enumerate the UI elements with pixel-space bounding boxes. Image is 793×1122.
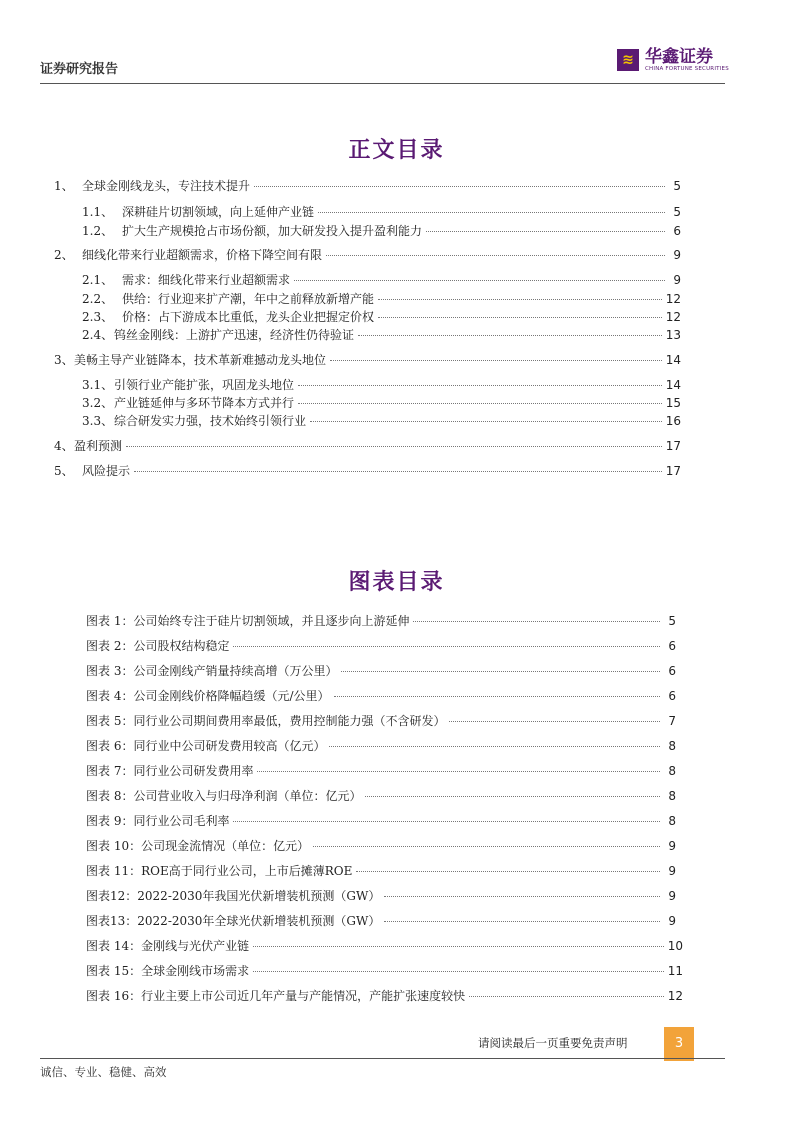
toc-entry[interactable]: 4、 盈利预测 17 [54, 439, 681, 453]
figure-entry[interactable]: 图表 15： 全球金刚线市场需求 11 [86, 964, 683, 978]
footer-motto: 诚信、专业、稳健、高效 [40, 1065, 167, 1079]
toc-entry[interactable]: 3.3、 综合研发实力强，技术始终引领行业 16 [82, 414, 681, 428]
figure-entry[interactable]: 图表 3： 公司金刚线产销量持续高增（万公里） 6 [86, 664, 676, 678]
toc-entry[interactable]: 2.2、 供给：行业迎来扩产潮，年中之前释放新增产能 12 [82, 292, 681, 306]
figure-entry[interactable]: 图表 10： 公司现金流情况（单位：亿元） 9 [86, 839, 676, 853]
logo-en-text: CHINA FORTUNE SECURITIES [645, 66, 729, 72]
figure-entry[interactable]: 图表 4： 公司金刚线价格降幅趋缓（元/公里） 6 [86, 689, 676, 703]
toc-entry[interactable]: 3.1、 引领行业产能扩张，巩固龙头地位 14 [82, 378, 681, 392]
toc-entry[interactable]: 3、 美畅主导产业链降本，技术革新难撼动龙头地位 14 [54, 353, 681, 367]
page-number: 3 [664, 1027, 694, 1061]
figure-entry[interactable]: 图表 6： 同行业中公司研发费用较高（亿元） 8 [86, 739, 676, 753]
figure-entry[interactable]: 图表 2： 公司股权结构稳定 6 [86, 639, 676, 653]
figure-entry[interactable]: 图表 11： ROE高于同行业公司，上市后摊薄ROE 9 [86, 864, 676, 878]
report-type-label: 证券研究报告 [40, 62, 119, 77]
toc-entry[interactable]: 2、 细线化带来行业超额需求，价格下降空间有限 9 [54, 248, 681, 262]
toc-entry[interactable]: 2.4、 钨丝金刚线：上游扩产迅速，经济性仍待验证 13 [82, 328, 681, 342]
figures-title: 图表目录 [348, 569, 445, 595]
toc-entry[interactable]: 1.1、 深耕硅片切割领域，向上延伸产业链 5 [82, 205, 681, 219]
toc-entry[interactable]: 5、 风险提示 17 [54, 464, 681, 478]
footer-divider [40, 1058, 725, 1059]
toc-entry[interactable]: 3.2、 产业链延伸与多环节降本方式并行 15 [82, 396, 681, 410]
header-divider [40, 83, 725, 84]
figure-entry[interactable]: 图表 7： 同行业公司研发费用率 8 [86, 764, 676, 778]
figure-entry[interactable]: 图表12： 2022-2030年我国光伏新增装机预测（GW） 9 [86, 889, 676, 903]
figure-entry[interactable]: 图表 16： 行业主要上市公司近几年产量与产能情况，产能扩张速度较快 12 [86, 989, 683, 1003]
figure-entry[interactable]: 图表13： 2022-2030年全球光伏新增装机预测（GW） 9 [86, 914, 676, 928]
disclaimer-text: 请阅读最后一页重要免责声明 [478, 1036, 628, 1050]
logo-icon: ≋ [617, 49, 639, 71]
toc-entry[interactable]: 1、 全球金刚线龙头，专注技术提升 5 [54, 179, 681, 193]
toc-entry[interactable]: 2.3、 价格：占下游成本比重低，龙头企业把握定价权 12 [82, 310, 681, 324]
figure-entry[interactable]: 图表 14： 金刚线与光伏产业链 10 [86, 939, 683, 953]
company-logo [617, 48, 729, 72]
figure-entry[interactable]: 图表 5： 同行业公司期间费用率最低，费用控制能力强（不含研发） 7 [86, 714, 676, 728]
toc-entry[interactable]: 2.1、 需求：细线化带来行业超额需求 9 [82, 273, 681, 287]
figure-entry[interactable]: 图表 9： 同行业公司毛利率 8 [86, 814, 676, 828]
figure-entry[interactable]: 图表 1： 公司始终专注于硅片切割领域，并且逐步向上游延伸 5 [86, 614, 676, 628]
logo-cn-text: 华鑫证券 [645, 47, 713, 67]
toc-title: 正文目录 [348, 137, 445, 163]
figure-entry[interactable]: 图表 8： 公司营业收入与归母净利润（单位：亿元） 8 [86, 789, 676, 803]
toc-entry[interactable]: 1.2、 扩大生产规模抢占市场份额，加大研发投入提升盈利能力 6 [82, 224, 681, 238]
